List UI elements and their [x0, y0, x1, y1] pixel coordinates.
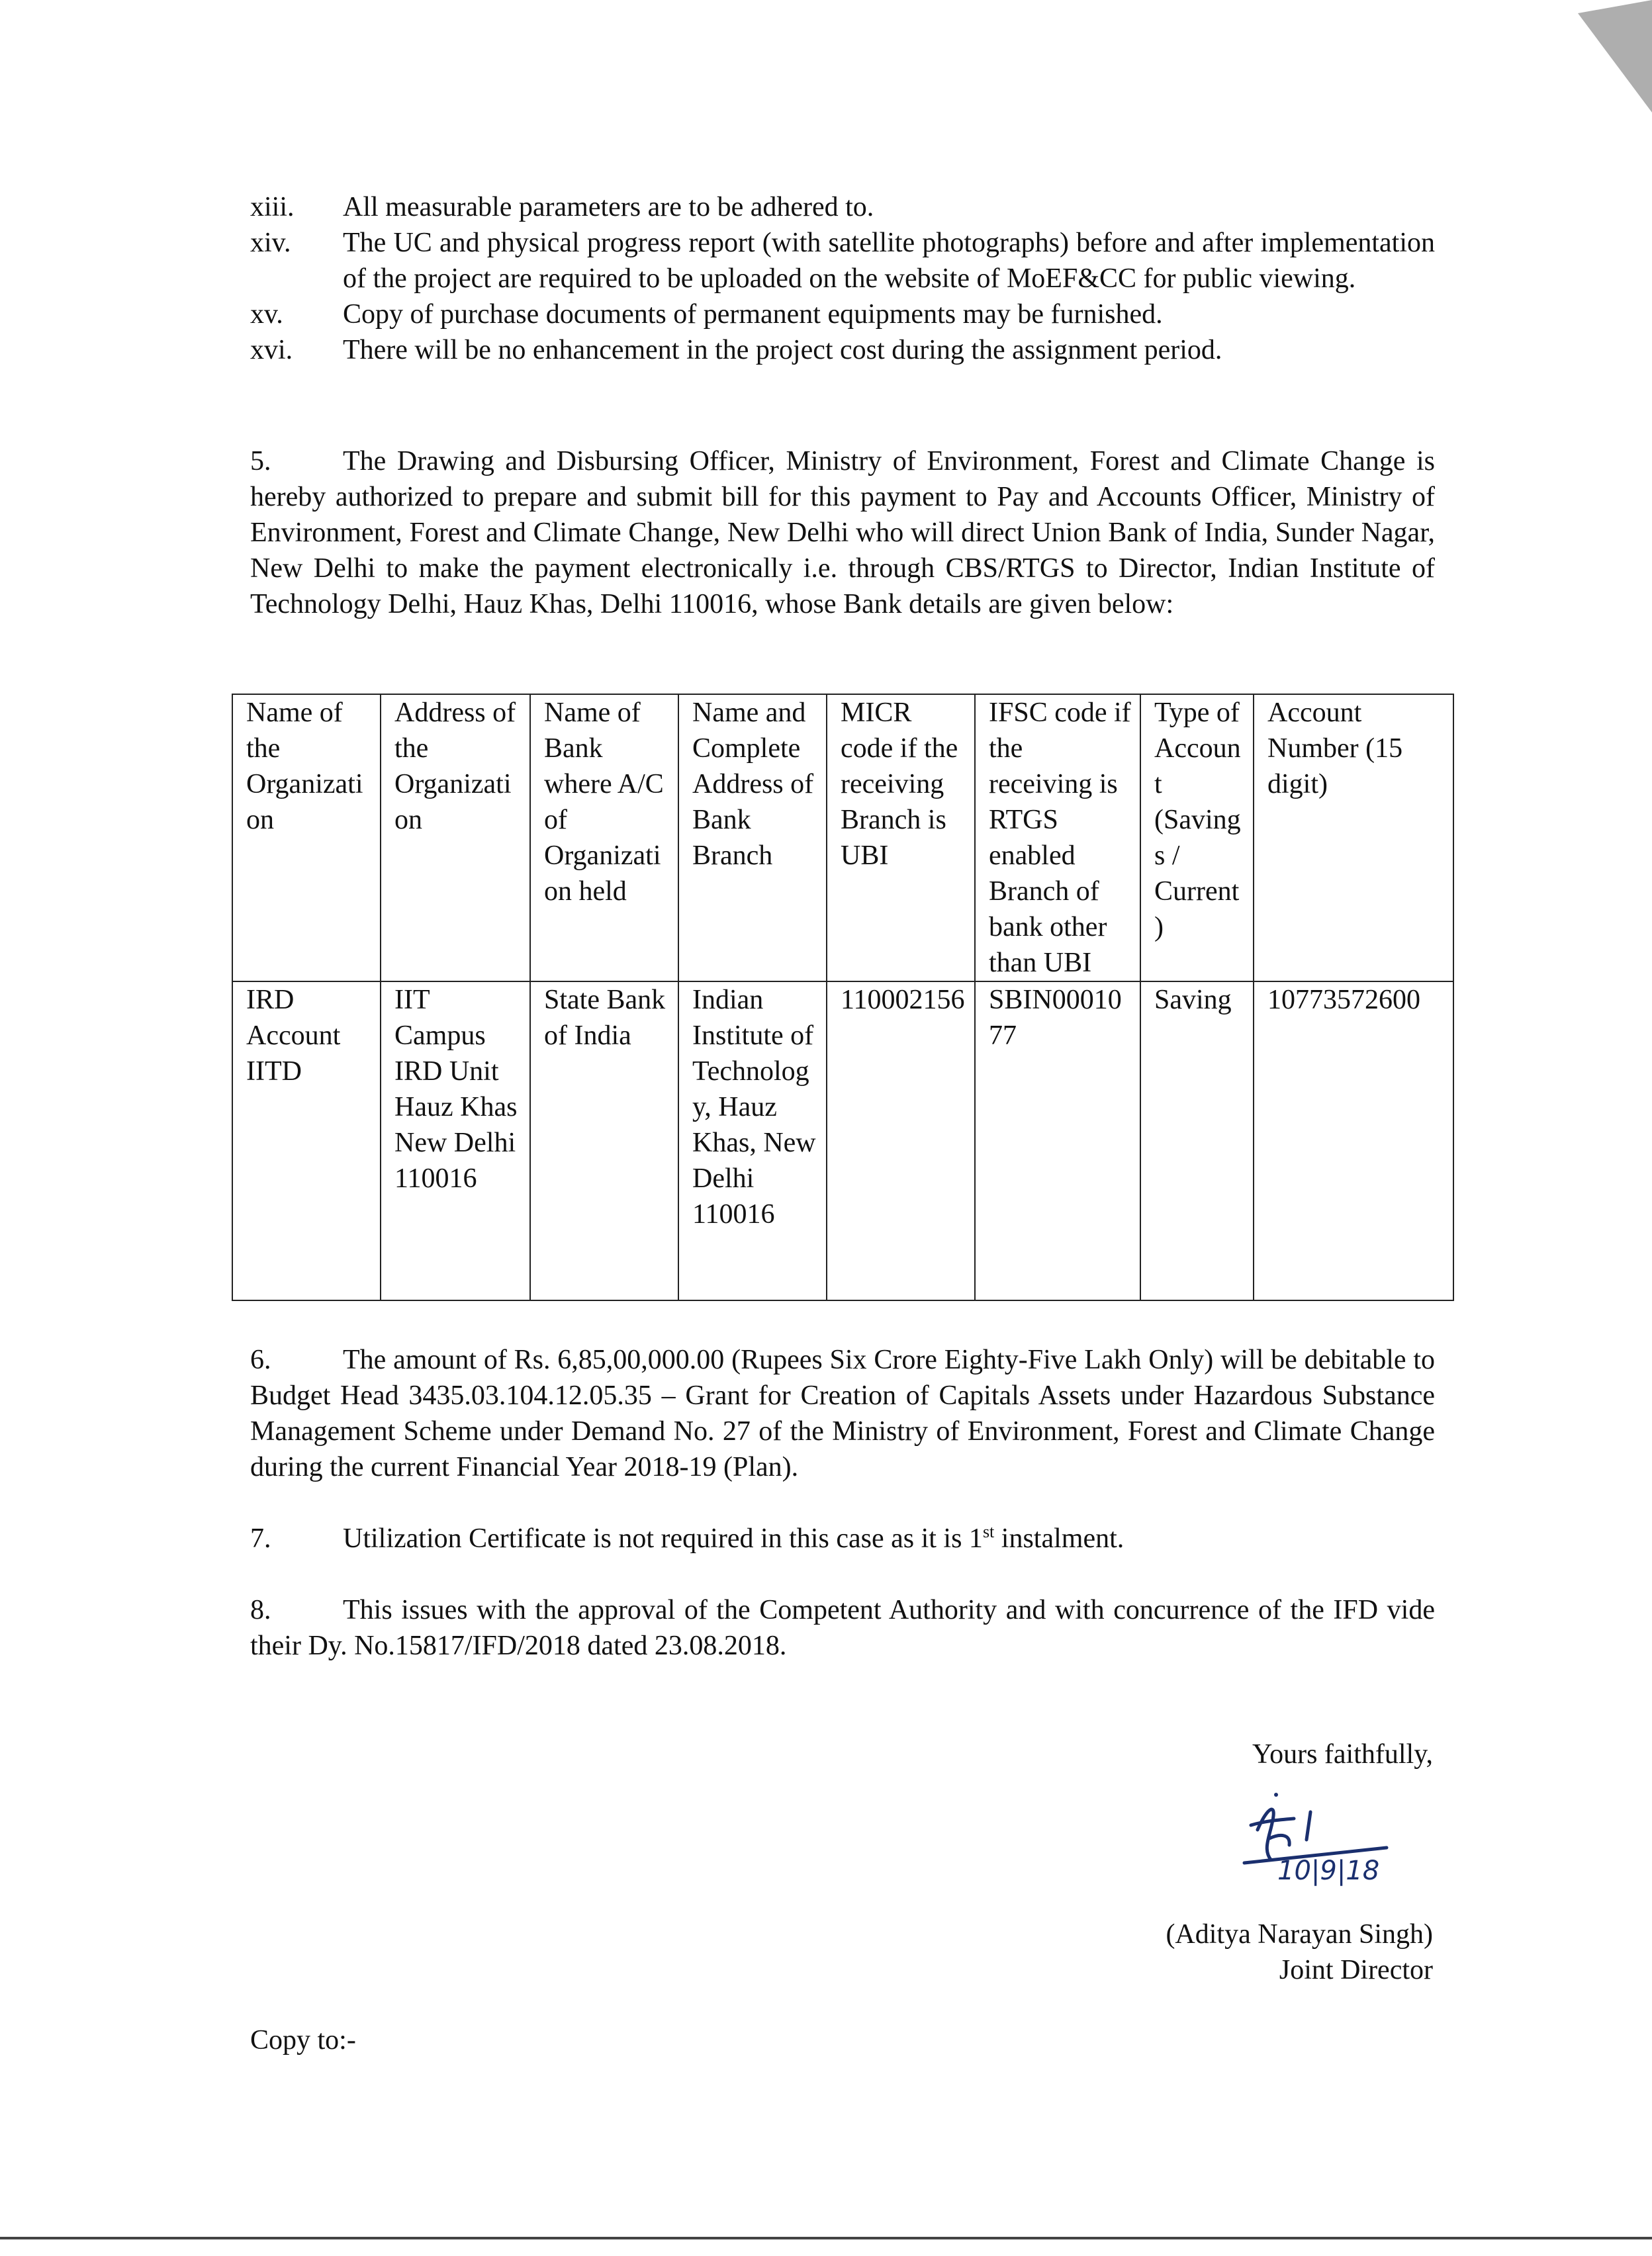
list-item	[250, 225, 1435, 296]
bank-details-table	[232, 694, 1454, 1301]
table-header-row	[232, 694, 1453, 981]
list-item-number: xiii.	[250, 192, 295, 222]
list-item-number: xv.	[250, 299, 283, 330]
paragraph-6	[250, 1342, 1435, 1485]
closing-salutation: Yours faithfully,	[1252, 1739, 1433, 1770]
list-item	[250, 296, 1435, 332]
table-header-cell: Type of Account (Savings / Current)	[1140, 694, 1254, 981]
table-cell: State Bank of India	[530, 981, 678, 1300]
paragraph-number: 5.	[250, 446, 271, 476]
list-item-text: Copy of purchase documents of permanent equipments may be furnished.	[343, 299, 1163, 330]
table-cell: IIT Campus IRD Unit Hauz Khas New Delhi 110016	[381, 981, 530, 1300]
paragraph-8	[250, 1592, 1435, 1664]
table-header-cell: Address of the Organization	[381, 694, 530, 981]
table-header-cell: Name and Complete Address of Bank Branch	[678, 694, 827, 981]
list-item	[250, 332, 1435, 368]
scan-corner-shadow	[1566, 0, 1652, 113]
paragraph-number: 6.	[250, 1345, 271, 1375]
table-header-cell: Name of Bank where A/C of Organization held	[530, 694, 678, 981]
table-cell: Indian Institute of Technology, Hauz Khas, New Delhi 110016	[678, 981, 827, 1300]
table-cell: SBIN0001077	[975, 981, 1140, 1300]
list-item-number: xiv.	[250, 228, 291, 258]
table-cell: Saving	[1140, 981, 1254, 1300]
ordinal-superscript: st	[982, 1522, 995, 1541]
table-cell: IRD Account IITD	[232, 981, 381, 1300]
list-item	[250, 189, 1435, 225]
copy-to-label: Copy to:-	[250, 2025, 356, 2055]
table-row	[232, 981, 1453, 1300]
signature-date: 10|9|18	[1277, 1856, 1380, 1886]
list-item-text: All measurable parameters are to be adhered to.	[343, 192, 874, 222]
table-header-cell: IFSC code if the receiving is RTGS enabled Branch of bank other than UBI	[975, 694, 1140, 981]
signatory-name: (Aditya Narayan Singh)	[1166, 1919, 1433, 1950]
conditions-list	[250, 189, 1435, 368]
paragraph-number: 7.	[250, 1523, 271, 1554]
table-cell: 10773572600	[1254, 981, 1453, 1300]
paragraph-text-end: instalment.	[994, 1523, 1124, 1554]
table-header-cell: MICR code if the receiving Branch is UBI	[827, 694, 975, 981]
paragraph-text: The Drawing and Disbursing Officer, Ministry of Environment, Forest and Climate Change is hereby authorized to prepare and submit bill for this payment to Pay and Accounts Officer, Ministry of Environment, Forest and Climate Change, New Delhi who will direct Union Bank of India, Sunder Nagar, New Delhi to make the payment electronically i.e. through CBS/RTGS to Director, Indian Institute of Technology Delhi, Hauz Khas, Delhi 110016, whose Bank details are given below:	[250, 446, 1435, 619]
signatory-title: Joint Director	[1279, 1955, 1433, 1985]
list-item-number: xvi.	[250, 335, 293, 365]
table-header-cell: Account Number (15 digit)	[1254, 694, 1453, 981]
paragraph-7	[250, 1521, 1435, 1557]
paragraph-text: This issues with the approval of the Competent Authority and with concurrence of the IFD vide their Dy. No.15817/IFD/2018 dated 23.08.2018.	[250, 1595, 1435, 1661]
list-item-text: The UC and physical progress report (with satellite photographs) before and after implementation of the project are required to be uploaded on the website of MoEF&CC for public viewing.	[343, 228, 1435, 294]
paragraph-text: Utilization Certificate is not required in this case as it is 1	[343, 1523, 983, 1554]
scan-bottom-edge	[0, 2237, 1652, 2239]
paragraph-5	[250, 443, 1435, 622]
list-item-text: There will be no enhancement in the project cost during the assignment period.	[343, 335, 1222, 365]
table-cell: 110002156	[827, 981, 975, 1300]
paragraph-number: 8.	[250, 1595, 271, 1625]
paragraph-text: The amount of Rs. 6,85,00,000.00 (Rupees Six Crore Eighty-Five Lakh Only) will be debitable to Budget Head 3435.03.104.12.05.35 – Grant for Creation of Capitals Assets under Hazardous Substance Management Scheme under Demand No. 27 of the Ministry of Environment, Forest and Climate Change during the current Financial Year 2018-19 (Plan).	[250, 1345, 1435, 1482]
handwritten-signature	[1238, 1787, 1423, 1899]
table-header-cell: Name of the Organization	[232, 694, 381, 981]
